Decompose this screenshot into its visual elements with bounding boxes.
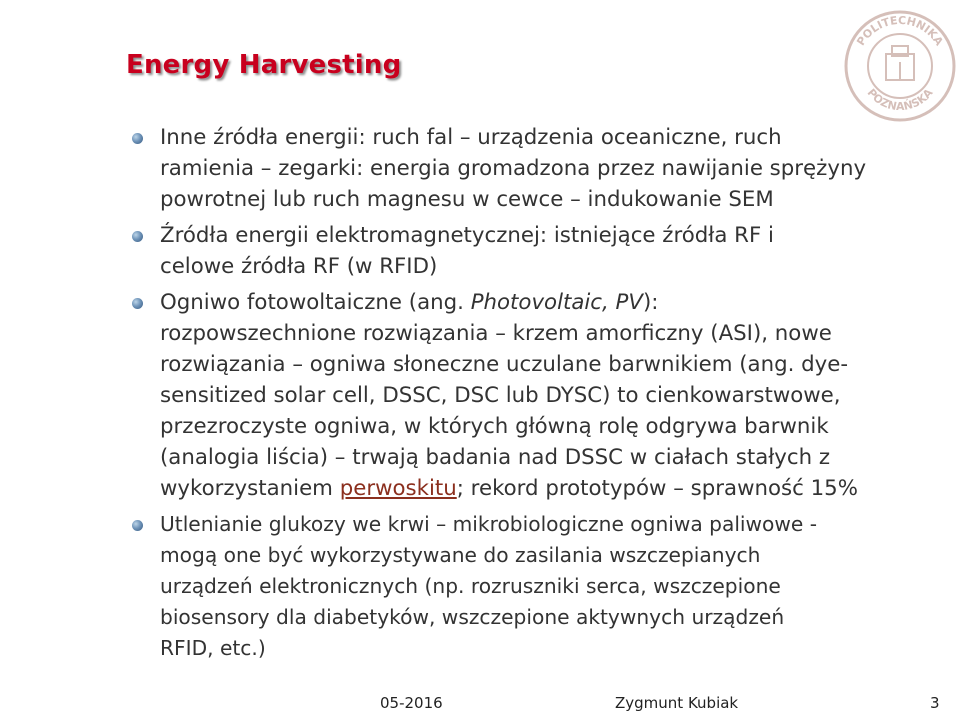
bullet-text: wykorzystaniem: [160, 476, 340, 501]
bullet-line: biosensory dla diabetyków, wszczepione aktywnych urządzeń: [160, 605, 785, 629]
bullet-line: Źródła energii elektromagnetycznej: istniejące źródła RF i: [160, 223, 774, 248]
bullet-line: ramienia – zegarki: energia gromadzona przez nawijanie sprężyny: [160, 156, 867, 181]
bullet-line: rozpowszechnione rozwiązania – krzem amorficzny (ASI), nowe: [160, 321, 832, 346]
bullet-text: ):: [642, 290, 659, 315]
slide-title: Energy Harvesting: [126, 50, 402, 80]
bullet-icon: [132, 298, 143, 309]
bullet-item: [130, 220, 930, 282]
bullet-line: powrotnej lub ruch magnesu w cewce – indukowanie SEM: [160, 187, 774, 212]
footer-author: Zygmunt Kubiak: [615, 694, 739, 712]
bullet-line: mogą one być wykorzystywane do zasilania wszczepianych: [160, 543, 761, 567]
bullet-line: Utlenianie glukozy we krwi – mikrobiologiczne ogniwa paliwowe -: [160, 512, 818, 536]
bullet-line: rozwiązania – ogniwa słoneczne uczulane barwnikiem (ang. dye-: [160, 352, 849, 377]
bullet-line: celowe źródła RF (w RFID): [160, 254, 438, 279]
bullet-icon: [132, 231, 143, 242]
bullet-line: sensitized solar cell, DSSC, DSC lub DYSC) to cienkowarstwowe,: [160, 383, 841, 408]
bullet-item: [130, 287, 930, 504]
bullet-icon: [132, 133, 143, 144]
footer-date: 05-2016: [380, 694, 443, 712]
svg-text:POZNAŃSKA: POZNAŃSKA: [864, 86, 936, 114]
bullet-text: Ogniwo fotowoltaiczne (ang.: [160, 290, 471, 315]
bullet-item: [130, 122, 930, 215]
bullet-line: RFID, etc.): [160, 636, 266, 660]
bullet-line: [160, 287, 930, 318]
university-seal-logo: [840, 4, 960, 124]
bullet-text: ; rekord prototypów – sprawność 15%: [456, 476, 858, 501]
bullet-item: [130, 509, 930, 664]
bullet-line: [160, 473, 930, 504]
footer-page-number: 3: [930, 694, 940, 712]
bullet-line: przezroczyste ogniwa, w których główną rolę odgrywa barwnik: [160, 414, 829, 439]
bullet-text-italic: Photovoltaic, PV: [470, 290, 643, 315]
bullet-icon: [132, 520, 143, 531]
svg-text:POLITECHNIKA: POLITECHNIKA: [854, 13, 946, 49]
bullet-line: (analogia liścia) – trwają badania nad DSSC w ciałach stałych z: [160, 445, 831, 470]
bullet-list: [130, 122, 930, 669]
perwoskit-link[interactable]: perwoskitu: [339, 476, 457, 501]
bullet-line: Inne źródła energii: ruch fal – urządzenia oceaniczne, ruch: [160, 125, 782, 150]
bullet-line: urządzeń elektronicznych (np. rozruszniki serca, wszczepione: [160, 574, 781, 598]
